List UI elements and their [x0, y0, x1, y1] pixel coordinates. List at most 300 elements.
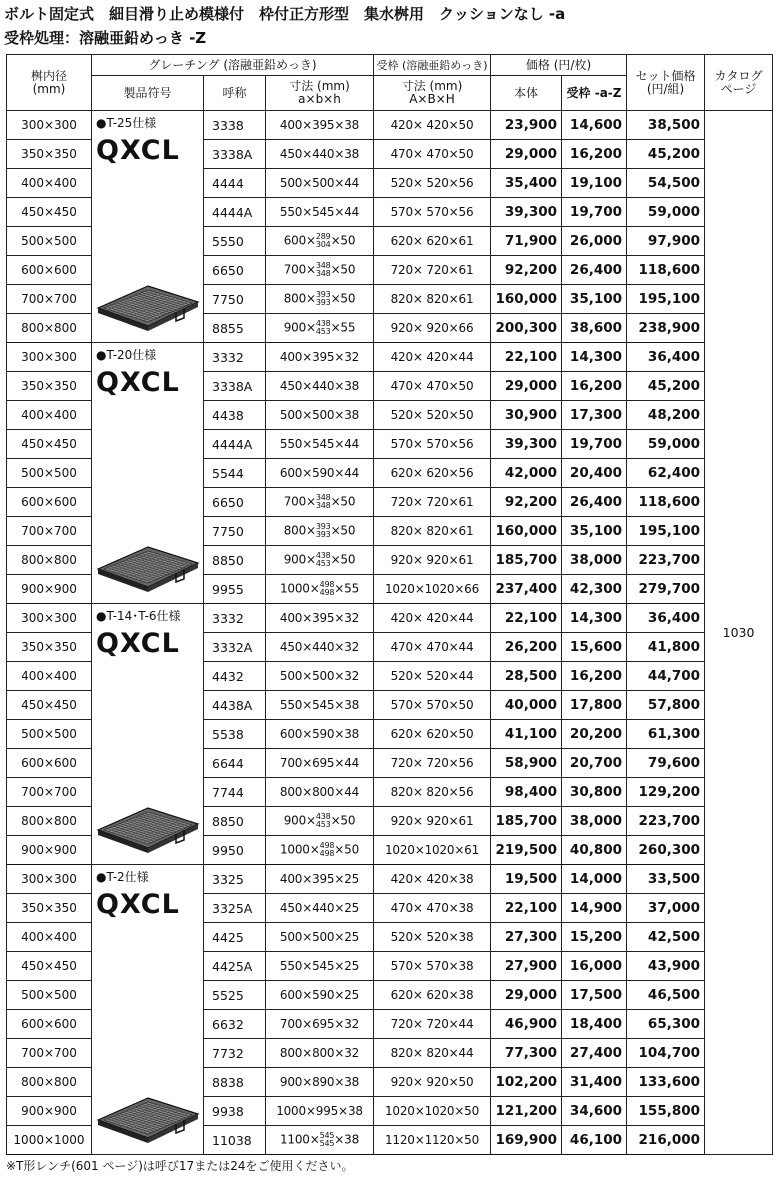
cell-designation: 3338A	[204, 140, 266, 169]
product-logo: QXCL	[96, 889, 180, 920]
product-cell	[92, 111, 204, 343]
cell-frame-price: 14,300	[562, 604, 627, 633]
cell-frame-price: 17,800	[562, 691, 627, 720]
grating-dim-main: 550×545×25	[279, 959, 360, 973]
fraction-top: 498	[319, 841, 335, 850]
cell-designation: 7744	[204, 778, 266, 807]
cell-grating-dim	[266, 546, 374, 575]
cell-body-price: 77,300	[491, 1039, 562, 1068]
fraction-top: 545	[319, 1131, 335, 1140]
cell-inner-size: 300×300	[7, 343, 92, 372]
cell-frame-price: 38,000	[562, 546, 627, 575]
cell-inner-size: 700×700	[7, 285, 92, 314]
cell-frame-dim: 1020×1020×61	[374, 836, 491, 865]
cell-set-price: 223,700	[627, 807, 705, 836]
cell-designation: 4432	[204, 662, 266, 691]
cell-inner-size: 300×300	[7, 604, 92, 633]
cell-set-price: 62,400	[627, 459, 705, 488]
cell-frame-price: 15,600	[562, 633, 627, 662]
cell-frame-price: 18,400	[562, 1010, 627, 1039]
cell-designation: 5538	[204, 720, 266, 749]
cell-body-price: 92,200	[491, 256, 562, 285]
fraction-top: 438	[315, 551, 331, 560]
cell-designation: 3332A	[204, 633, 266, 662]
cell-inner-size: 500×500	[7, 720, 92, 749]
cell-frame-dim: 470× 470×44	[374, 633, 491, 662]
grating-product-image	[96, 1084, 200, 1146]
cell-body-price: 27,300	[491, 923, 562, 952]
grating-dim-main: 700×	[283, 494, 316, 509]
header-body-price: 本体	[491, 76, 562, 111]
cell-grating-dim	[266, 169, 374, 198]
cell-set-price: 42,500	[627, 923, 705, 952]
cell-frame-dim: 720× 720×61	[374, 256, 491, 285]
cell-frame-price: 30,800	[562, 778, 627, 807]
cell-frame-price: 20,400	[562, 459, 627, 488]
cell-set-price: 129,200	[627, 778, 705, 807]
cell-set-price: 260,300	[627, 836, 705, 865]
cell-frame-price: 31,400	[562, 1068, 627, 1097]
cell-set-price: 38,500	[627, 111, 705, 140]
cell-frame-dim: 820× 820×61	[374, 517, 491, 546]
fraction-top: 393	[315, 522, 331, 531]
cell-designation: 3325A	[204, 894, 266, 923]
cell-frame-price: 16,200	[562, 140, 627, 169]
cell-grating-dim	[266, 952, 374, 981]
grating-dim-main: 900×	[283, 320, 316, 335]
cell-inner-size: 500×500	[7, 459, 92, 488]
grating-dim-main: 400×395×32	[279, 350, 360, 364]
cell-frame-price: 14,600	[562, 111, 627, 140]
grating-dim-end: ×55	[330, 320, 356, 335]
cell-set-price: 223,700	[627, 546, 705, 575]
cell-frame-dim: 620× 620×50	[374, 720, 491, 749]
grating-product-image	[96, 272, 200, 334]
cell-frame-dim: 470× 470×50	[374, 372, 491, 401]
cell-frame-price: 15,200	[562, 923, 627, 952]
cell-body-price: 71,900	[491, 227, 562, 256]
cell-frame-price: 26,400	[562, 256, 627, 285]
cell-grating-dim	[266, 604, 374, 633]
cell-designation: 3338	[204, 111, 266, 140]
cell-inner-size: 900×900	[7, 1097, 92, 1126]
cell-set-price: 61,300	[627, 720, 705, 749]
cell-designation: 4425	[204, 923, 266, 952]
price-table	[6, 54, 773, 1155]
grating-dim-main: 1000×995×38	[276, 1104, 363, 1118]
cell-grating-dim	[266, 749, 374, 778]
cell-set-price: 59,000	[627, 430, 705, 459]
grating-dim-end: ×50	[330, 494, 356, 509]
cell-inner-size: 700×700	[7, 778, 92, 807]
fraction-top: 498	[319, 580, 335, 589]
cell-frame-dim: 920× 920×50	[374, 1068, 491, 1097]
grating-dim-fraction	[316, 291, 331, 307]
cell-body-price: 39,300	[491, 198, 562, 227]
cell-set-price: 118,600	[627, 256, 705, 285]
cell-inner-size: 500×500	[7, 981, 92, 1010]
cell-grating-dim	[266, 1097, 374, 1126]
cell-grating-dim	[266, 256, 374, 285]
page-subtitle: 受枠処理：溶融亜鉛めっき -Z	[4, 29, 207, 47]
grating-dim-main: 400×395×38	[279, 118, 360, 132]
grating-dim-main: 550×545×44	[279, 205, 360, 219]
cell-inner-size: 400×400	[7, 662, 92, 691]
cell-inner-size: 300×300	[7, 865, 92, 894]
cell-grating-dim	[266, 111, 374, 140]
grating-dim-main: 1000×	[280, 581, 320, 596]
cell-body-price: 29,000	[491, 140, 562, 169]
cell-grating-dim	[266, 401, 374, 430]
cell-inner-size: 900×900	[7, 836, 92, 865]
grating-dim-fraction	[316, 813, 331, 829]
footnote: ※T形レンチ(601 ページ)は呼び17または24をご使用ください。	[6, 1159, 354, 1173]
cell-body-price: 28,500	[491, 662, 562, 691]
cell-grating-dim	[266, 140, 374, 169]
cell-frame-dim: 620× 620×61	[374, 227, 491, 256]
cell-designation: 8850	[204, 546, 266, 575]
product-cell	[92, 604, 204, 865]
cell-designation: 9938	[204, 1097, 266, 1126]
cell-frame-price: 16,200	[562, 662, 627, 691]
cell-body-price: 219,500	[491, 836, 562, 865]
header-set-price: セット価格 (円/組)	[627, 55, 705, 111]
header-frame-price: 受枠 -a-Z	[562, 76, 627, 111]
cell-frame-dim: 520× 520×56	[374, 169, 491, 198]
cell-grating-dim	[266, 691, 374, 720]
cell-frame-price: 35,100	[562, 285, 627, 314]
header-frame: 受枠 (溶融亜鉛めっき)	[374, 55, 491, 76]
cell-designation: 6650	[204, 488, 266, 517]
cell-frame-price: 14,900	[562, 894, 627, 923]
cell-set-price: 216,000	[627, 1126, 705, 1155]
cell-designation: 4438	[204, 401, 266, 430]
cell-inner-size: 400×400	[7, 169, 92, 198]
cell-frame-dim: 420× 420×44	[374, 343, 491, 372]
grating-dim-fraction	[316, 262, 331, 278]
grating-dim-main: 600×	[283, 233, 316, 248]
cell-body-price: 22,100	[491, 343, 562, 372]
cell-inner-size: 900×900	[7, 575, 92, 604]
cell-inner-size: 1000×1000	[7, 1126, 92, 1155]
cell-body-price: 23,900	[491, 111, 562, 140]
grating-dim-main: 800×800×44	[279, 785, 360, 799]
cell-set-price: 59,000	[627, 198, 705, 227]
cell-inner-size: 450×450	[7, 198, 92, 227]
cell-frame-dim: 620× 620×56	[374, 459, 491, 488]
cell-frame-dim: 470× 470×50	[374, 140, 491, 169]
cell-set-price: 57,800	[627, 691, 705, 720]
table-row	[7, 343, 773, 372]
grating-product-image	[96, 794, 200, 856]
grating-dim-main: 450×440×38	[279, 379, 360, 393]
cell-grating-dim	[266, 807, 374, 836]
cell-body-price: 40,000	[491, 691, 562, 720]
cell-body-price: 26,200	[491, 633, 562, 662]
page-title: ボルト固定式 細目滑り止め模様付 枠付正方形型 集水桝用 クッションなし -a	[4, 5, 566, 23]
cell-grating-dim	[266, 430, 374, 459]
cell-grating-dim	[266, 198, 374, 227]
cell-designation: 5544	[204, 459, 266, 488]
grating-dim-main: 1100×	[280, 1132, 320, 1147]
grating-dim-end: ×50	[330, 523, 356, 538]
cell-set-price: 33,500	[627, 865, 705, 894]
header-product-code: 製品符号	[92, 76, 204, 111]
cell-set-price: 65,300	[627, 1010, 705, 1039]
cell-frame-price: 16,200	[562, 372, 627, 401]
grating-product-image	[96, 533, 200, 595]
header-designation: 呼称	[204, 76, 266, 111]
cell-frame-dim: 520× 520×50	[374, 401, 491, 430]
grating-dim-main: 500×500×38	[279, 408, 360, 422]
cell-set-price: 133,600	[627, 1068, 705, 1097]
cell-designation: 11038	[204, 1126, 266, 1155]
grating-dim-main: 800×	[283, 523, 316, 538]
cell-frame-dim: 1120×1120×50	[374, 1126, 491, 1155]
cell-body-price: 27,900	[491, 952, 562, 981]
cell-body-price: 30,900	[491, 401, 562, 430]
fraction-bottom: 545	[319, 1139, 335, 1148]
cell-frame-price: 27,400	[562, 1039, 627, 1068]
grating-dim-main: 800×	[283, 291, 316, 306]
cell-inner-size: 350×350	[7, 140, 92, 169]
cell-body-price: 46,900	[491, 1010, 562, 1039]
grating-dim-main: 550×545×44	[279, 437, 360, 451]
grating-dim-main: 700×	[283, 262, 316, 277]
grating-dim-end: ×50	[330, 233, 356, 248]
product-logo: QXCL	[96, 367, 180, 398]
grating-dim-main: 400×395×32	[279, 611, 360, 625]
cell-grating-dim	[266, 981, 374, 1010]
cell-frame-price: 26,000	[562, 227, 627, 256]
cell-inner-size: 350×350	[7, 372, 92, 401]
cell-inner-size: 600×600	[7, 256, 92, 285]
cell-frame-dim: 920× 920×66	[374, 314, 491, 343]
grating-dim-main: 450×440×25	[279, 901, 360, 915]
cell-body-price: 200,300	[491, 314, 562, 343]
cell-frame-dim: 470× 470×38	[374, 894, 491, 923]
cell-set-price: 195,100	[627, 285, 705, 314]
cell-frame-dim: 570× 570×56	[374, 198, 491, 227]
cell-inner-size: 450×450	[7, 430, 92, 459]
cell-inner-size: 800×800	[7, 546, 92, 575]
cell-grating-dim	[266, 923, 374, 952]
cell-body-price: 98,400	[491, 778, 562, 807]
cell-inner-size: 350×350	[7, 633, 92, 662]
grating-dim-fraction	[316, 494, 331, 510]
cell-frame-dim: 520× 520×38	[374, 923, 491, 952]
cell-grating-dim	[266, 575, 374, 604]
grating-dim-main: 500×500×25	[279, 930, 360, 944]
product-cell	[92, 865, 204, 1155]
header-inner-diameter: 桝内径 (mm)	[7, 55, 92, 111]
cell-designation: 9955	[204, 575, 266, 604]
grating-dim-main: 800×800×32	[279, 1046, 360, 1060]
cell-grating-dim	[266, 894, 374, 923]
table-row	[7, 865, 773, 894]
cell-frame-price: 34,600	[562, 1097, 627, 1126]
cell-designation: 4444A	[204, 430, 266, 459]
cell-frame-dim: 920× 920×61	[374, 807, 491, 836]
cell-frame-dim: 420× 420×50	[374, 111, 491, 140]
cell-set-price: 36,400	[627, 604, 705, 633]
cell-inner-size: 400×400	[7, 401, 92, 430]
cell-body-price: 29,000	[491, 981, 562, 1010]
cell-body-price: 35,400	[491, 169, 562, 198]
cell-designation: 9950	[204, 836, 266, 865]
cell-set-price: 79,600	[627, 749, 705, 778]
cell-set-price: 36,400	[627, 343, 705, 372]
cell-frame-price: 17,500	[562, 981, 627, 1010]
cell-grating-dim	[266, 343, 374, 372]
cell-set-price: 44,700	[627, 662, 705, 691]
cell-grating-dim	[266, 488, 374, 517]
table-row	[7, 604, 773, 633]
cell-designation: 8850	[204, 807, 266, 836]
fraction-bottom: 393	[315, 298, 331, 307]
cell-set-price: 43,900	[627, 952, 705, 981]
cell-frame-price: 40,800	[562, 836, 627, 865]
grating-dim-main: 700×695×32	[279, 1017, 360, 1031]
cell-grating-dim	[266, 1068, 374, 1097]
cell-body-price: 160,000	[491, 285, 562, 314]
grating-dim-end: ×50	[334, 842, 360, 857]
cell-body-price: 102,200	[491, 1068, 562, 1097]
cell-frame-price: 38,000	[562, 807, 627, 836]
cell-set-price: 118,600	[627, 488, 705, 517]
product-logo: QXCL	[96, 135, 180, 166]
cell-designation: 8838	[204, 1068, 266, 1097]
cell-grating-dim	[266, 285, 374, 314]
grating-dim-main: 600×590×44	[279, 466, 360, 480]
cell-set-price: 238,900	[627, 314, 705, 343]
cell-designation: 7750	[204, 285, 266, 314]
grating-dim-fraction	[320, 1132, 335, 1148]
cell-set-price: 46,500	[627, 981, 705, 1010]
cell-grating-dim	[266, 314, 374, 343]
fraction-bottom: 453	[315, 559, 331, 568]
grating-dim-main: 700×695×44	[279, 756, 360, 770]
fraction-bottom: 348	[315, 501, 331, 510]
cell-grating-dim	[266, 778, 374, 807]
cell-designation: 3332	[204, 343, 266, 372]
cell-frame-dim: 820× 820×61	[374, 285, 491, 314]
grating-dim-end: ×55	[334, 581, 360, 596]
fraction-bottom: 453	[315, 327, 331, 336]
cell-frame-price: 20,700	[562, 749, 627, 778]
grating-dim-main: 900×890×38	[279, 1075, 360, 1089]
cell-body-price: 169,900	[491, 1126, 562, 1155]
table-row	[7, 111, 773, 140]
cell-frame-dim: 820× 820×44	[374, 1039, 491, 1068]
cell-frame-dim: 420× 420×38	[374, 865, 491, 894]
cell-designation: 3332	[204, 604, 266, 633]
cell-designation: 4444A	[204, 198, 266, 227]
cell-grating-dim	[266, 372, 374, 401]
header-grating: グレーチング (溶融亜鉛めっき)	[92, 55, 374, 76]
grating-dim-main: 1000×	[280, 842, 320, 857]
fraction-top: 438	[315, 812, 331, 821]
cell-designation: 7750	[204, 517, 266, 546]
fraction-top: 348	[315, 493, 331, 502]
cell-frame-price: 42,300	[562, 575, 627, 604]
grating-dim-main: 500×500×44	[279, 176, 360, 190]
cell-frame-price: 20,200	[562, 720, 627, 749]
cell-frame-dim: 520× 520×44	[374, 662, 491, 691]
grating-dim-fraction	[316, 523, 331, 539]
grating-dim-main: 900×	[283, 552, 316, 567]
cell-grating-dim	[266, 633, 374, 662]
cell-body-price: 185,700	[491, 807, 562, 836]
cell-inner-size: 600×600	[7, 1010, 92, 1039]
cell-grating-dim	[266, 720, 374, 749]
header-price: 価格 (円/枚)	[491, 55, 627, 76]
cell-grating-dim	[266, 662, 374, 691]
cell-inner-size: 700×700	[7, 1039, 92, 1068]
cell-designation: 6650	[204, 256, 266, 285]
cell-body-price: 22,100	[491, 894, 562, 923]
product-cell	[92, 343, 204, 604]
grating-dim-end: ×50	[330, 813, 356, 828]
cell-designation: 8855	[204, 314, 266, 343]
cell-designation: 3338A	[204, 372, 266, 401]
cell-inner-size: 800×800	[7, 314, 92, 343]
cell-frame-price: 14,000	[562, 865, 627, 894]
cell-body-price: 92,200	[491, 488, 562, 517]
cell-frame-dim: 1020×1020×66	[374, 575, 491, 604]
cell-designation: 4425A	[204, 952, 266, 981]
spec-label: ●T-20仕様	[96, 348, 157, 362]
cell-set-price: 41,800	[627, 633, 705, 662]
cell-designation: 6644	[204, 749, 266, 778]
spec-label: ●T-25仕様	[96, 116, 157, 130]
cell-set-price: 54,500	[627, 169, 705, 198]
cell-grating-dim	[266, 227, 374, 256]
cell-set-price: 97,900	[627, 227, 705, 256]
cell-set-price: 45,200	[627, 140, 705, 169]
cell-frame-dim: 570× 570×38	[374, 952, 491, 981]
cell-frame-price: 19,700	[562, 198, 627, 227]
cell-grating-dim	[266, 836, 374, 865]
grating-dim-fraction	[316, 320, 331, 336]
fraction-top: 438	[315, 319, 331, 328]
cell-body-price: 42,000	[491, 459, 562, 488]
cell-designation: 6632	[204, 1010, 266, 1039]
cell-frame-price: 46,100	[562, 1126, 627, 1155]
fraction-bottom: 453	[315, 820, 331, 829]
grating-dim-end: ×50	[330, 262, 356, 277]
header-catalog: カタログ ページ	[705, 55, 773, 111]
cell-inner-size: 800×800	[7, 807, 92, 836]
spec-label: ●T-2仕様	[96, 870, 149, 884]
cell-designation: 5525	[204, 981, 266, 1010]
cell-set-price: 104,700	[627, 1039, 705, 1068]
cell-body-price: 29,000	[491, 372, 562, 401]
grating-dim-main: 450×440×38	[279, 147, 360, 161]
fraction-top: 393	[315, 290, 331, 299]
cell-frame-dim: 720× 720×61	[374, 488, 491, 517]
cell-inner-size: 800×800	[7, 1068, 92, 1097]
cell-frame-dim: 920× 920×61	[374, 546, 491, 575]
header-frame-dim: 寸法 (mm) A×B×H	[374, 76, 491, 111]
cell-inner-size: 700×700	[7, 517, 92, 546]
cell-body-price: 185,700	[491, 546, 562, 575]
grating-dim-main: 600×590×25	[279, 988, 360, 1002]
cell-set-price: 279,700	[627, 575, 705, 604]
spec-label: ●T-14･T-6仕様	[96, 609, 181, 623]
cell-set-price: 45,200	[627, 372, 705, 401]
cell-body-price: 22,100	[491, 604, 562, 633]
